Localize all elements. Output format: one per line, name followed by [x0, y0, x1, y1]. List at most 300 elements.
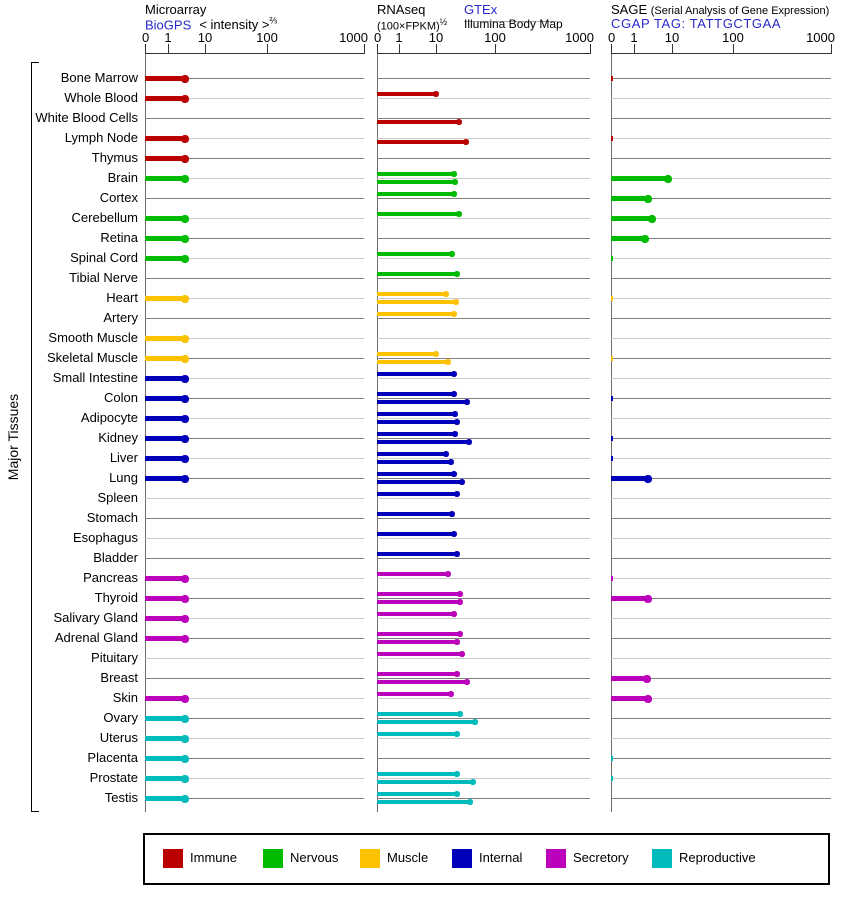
microarray-bar-tip: [181, 255, 189, 263]
tissue-row-line: [377, 618, 590, 619]
tissue-row-line: [145, 318, 364, 319]
microarray-bar-tip: [181, 215, 189, 223]
microarray-bar-tip: [181, 795, 189, 803]
tissue-label: Liver: [109, 450, 138, 465]
legend-swatch-reproductive: [652, 849, 672, 868]
tissue-label: Uterus: [99, 730, 138, 745]
tissue-row-line: [377, 498, 590, 499]
sage-bar-tip: [664, 175, 672, 183]
legend-label-reproductive: Reproductive: [679, 850, 756, 865]
biogps-link[interactable]: BioGPS: [145, 17, 192, 33]
rnaseq-gtex-bar: [377, 552, 457, 556]
rnaseq-gtex-bar: [377, 612, 454, 616]
microarray-bar: [145, 296, 185, 301]
tissue-row-line: [145, 518, 364, 519]
tissue-row-line: [377, 78, 590, 79]
microarray-bar-tip: [181, 75, 189, 83]
rnaseq-gtex-bar: [377, 572, 448, 576]
axis-tick: [145, 44, 146, 54]
tissue-label: Cerebellum: [71, 210, 138, 225]
microarray-bar-tip: [181, 395, 189, 403]
sage-bar: [611, 256, 613, 261]
microarray-bar: [145, 636, 185, 641]
rnaseq-gtex-bar-tip: [451, 391, 457, 397]
gtex-link[interactable]: GTEx: [464, 2, 498, 17]
tissue-row-line: [377, 138, 590, 139]
axis-tick: [634, 44, 635, 54]
rnaseq-illumina-bar: [377, 720, 475, 724]
rnaseq-gtex-bar: [377, 472, 454, 476]
rnaseq-illumina-bar: [377, 300, 456, 304]
legend-label-immune: Immune: [190, 850, 237, 865]
rnaseq-illumina-bar-tip: [464, 679, 470, 685]
tissue-row-line: [611, 418, 831, 419]
tissue-row-line: [377, 418, 590, 419]
rnaseq-gtex-bar-tip: [451, 311, 457, 317]
tissue-label: Spinal Cord: [70, 250, 138, 265]
rnaseq-illumina-bar-tip: [453, 299, 459, 305]
tissue-row-line: [611, 338, 831, 339]
rnaseq-illumina-bar-tip: [454, 419, 460, 425]
microarray-bar-tip: [181, 355, 189, 363]
rnaseq-illumina-bar: [377, 600, 460, 604]
rnaseq-measure: (100×FPKM)$^{\frac{1}{2}}$: [377, 17, 448, 33]
rnaseq-gtex-bar-tip: [451, 611, 457, 617]
tissue-label: Kidney: [98, 430, 138, 445]
tissue-row-line: [377, 758, 590, 759]
tissue-row-line: [377, 458, 590, 459]
axis-tick-label: 100: [722, 30, 744, 45]
sage-bar-tip: [648, 215, 656, 223]
rnaseq-gtex-bar: [377, 592, 460, 596]
axis-tick: [672, 44, 673, 54]
rnaseq-illumina-bar: [377, 800, 470, 804]
tissue-row-line: [611, 118, 831, 119]
tissue-row-line: [377, 398, 590, 399]
tissue-label: Brain: [107, 170, 138, 185]
tissue-label: Bone Marrow: [60, 70, 138, 85]
tissue-row-line: [611, 618, 831, 619]
microarray-bar-tip: [181, 155, 189, 163]
sage-bar: [611, 476, 648, 481]
tissue-row-line: [377, 578, 590, 579]
rnaseq-gtex-bar: [377, 312, 454, 316]
tissue-row-line: [611, 798, 831, 799]
microarray-bar-tip: [181, 435, 189, 443]
microarray-bar: [145, 436, 185, 441]
legend-label-muscle: Muscle: [387, 850, 429, 865]
tissue-label: Adrenal Gland: [54, 630, 138, 645]
microarray-bar-tip: [181, 575, 189, 583]
microarray-bar: [145, 736, 185, 741]
tissue-row-line: [377, 178, 590, 179]
axis-tick: [267, 44, 268, 54]
rnaseq-gtex-bar: [377, 652, 462, 656]
microarray-bar: [145, 256, 185, 261]
axis-tick: [495, 44, 496, 54]
microarray-bar-tip: [181, 295, 189, 303]
rnaseq-illumina-bar: [377, 640, 457, 644]
sage-bar: [611, 596, 648, 601]
rnaseq-gtex-bar-tip: [459, 651, 465, 657]
tissue-label: Pituitary: [91, 650, 138, 665]
tissue-label: Pancreas: [83, 570, 138, 585]
panel-title-sage: SAGE: [611, 2, 648, 17]
rnaseq-gtex-bar: [377, 532, 454, 536]
tissue-row-line: [611, 558, 831, 559]
legend-swatch-nervous: [263, 849, 283, 868]
axis-tick: [611, 44, 612, 54]
rnaseq-gtex-bar: [377, 432, 455, 436]
tissue-row-line: [611, 358, 831, 359]
tissue-label: Thymus: [91, 150, 138, 165]
rnaseq-gtex-bar: [377, 492, 457, 496]
tissue-row-line: [377, 478, 590, 479]
rnaseq-measure-exponent: ½: [439, 17, 448, 27]
tissue-row-line: [611, 158, 831, 159]
legend: [143, 833, 830, 885]
rnaseq-gtex-bar: [377, 712, 460, 716]
rnaseq-gtex-bar: [377, 632, 460, 636]
rnaseq-gtex-bar: [377, 412, 455, 416]
tissue-row-line: [611, 638, 831, 639]
legend-label-secretory: Secretory: [573, 850, 629, 865]
tissue-row-line: [145, 278, 364, 279]
rnaseq-illumina-bar-tip: [466, 439, 472, 445]
microarray-bar: [145, 416, 185, 421]
microarray-bar: [145, 696, 185, 701]
tissue-row-line: [611, 258, 831, 259]
tissue-label: Smooth Muscle: [48, 330, 138, 345]
microarray-bar-tip: [181, 715, 189, 723]
microarray-bar: [145, 396, 185, 401]
rnaseq-gtex-bar-tip: [456, 211, 462, 217]
axis-line: [611, 53, 831, 54]
rnaseq-illumina-bar: [377, 780, 473, 784]
microarray-bar: [145, 76, 185, 81]
sage-bar: [611, 756, 613, 761]
microarray-bar-tip: [181, 415, 189, 423]
tissue-row-line: [611, 778, 831, 779]
tissue-row-line: [611, 98, 831, 99]
microarray-bar: [145, 476, 185, 481]
tissue-row-line: [377, 778, 590, 779]
tissue-row-line: [377, 538, 590, 539]
rnaseq-gtex-bar-tip: [449, 251, 455, 257]
rnaseq-gtex-bar: [377, 92, 436, 96]
tissue-label: Ovary: [103, 710, 138, 725]
rnaseq-gtex-bar: [377, 372, 454, 376]
rnaseq-gtex-bar: [377, 192, 454, 196]
rnaseq-gtex-bar-tip: [454, 491, 460, 497]
tissue-label: Stomach: [86, 510, 138, 525]
axis-tick-label: 0: [608, 30, 616, 45]
axis-tick-label: 10: [664, 30, 680, 45]
microarray-bar: [145, 96, 185, 101]
axis-tick: [364, 44, 365, 54]
rnaseq-gtex-bar: [377, 252, 452, 256]
rnaseq-gtex-bar-tip: [451, 191, 457, 197]
legend-swatch-immune: [163, 849, 183, 868]
sage-bar-tip: [644, 195, 652, 203]
tissue-row-line: [145, 198, 364, 199]
tissue-row-line: [611, 378, 831, 379]
tissue-row-line: [611, 318, 831, 319]
tissue-row-line: [377, 738, 590, 739]
tissue-label: Bladder: [93, 550, 138, 565]
sage-bar: [611, 456, 613, 461]
rnaseq-illumina-bar: [377, 460, 451, 464]
tissue-label: Testis: [104, 790, 138, 805]
tissue-label: Retina: [100, 230, 138, 245]
rnaseq-illumina-bar: [377, 140, 466, 144]
tissue-label: Prostate: [89, 770, 138, 785]
tissue-row-line: [377, 678, 590, 679]
tissue-row-line: [377, 158, 590, 159]
microarray-bar-tip: [181, 455, 189, 463]
sage-bar: [611, 136, 613, 141]
rnaseq-gtex-bar-tip: [454, 771, 460, 777]
rnaseq-illumina-bar-tip: [470, 779, 476, 785]
microarray-bar: [145, 336, 185, 341]
axis-tick: [733, 44, 734, 54]
microarray-bar-tip: [181, 175, 189, 183]
microarray-bar: [145, 376, 185, 381]
axis-tick: [205, 44, 206, 54]
tissue-row-line: [611, 578, 831, 579]
microarray-bar: [145, 596, 185, 601]
rnaseq-illumina-bar: [377, 360, 448, 364]
tissue-bracket-top-tick: [31, 62, 39, 63]
microarray-bar: [145, 716, 185, 721]
tissue-row-line: [377, 298, 590, 299]
legend-swatch-internal: [452, 849, 472, 868]
microarray-bar: [145, 776, 185, 781]
rnaseq-illumina-bar-tip: [454, 639, 460, 645]
microarray-bar-tip: [181, 695, 189, 703]
microarray-measure: < intensity >$^{\frac{2}{3}}$: [199, 16, 277, 33]
microarray-bar: [145, 796, 185, 801]
tissue-row-line: [611, 278, 831, 279]
rnaseq-gtex-bar-tip: [443, 451, 449, 457]
microarray-bar: [145, 156, 185, 161]
tissue-label: Lung: [109, 470, 138, 485]
tissue-label: Salivary Gland: [53, 610, 138, 625]
rnaseq-gtex-bar-tip: [454, 271, 460, 277]
microarray-bar: [145, 176, 185, 181]
sage-bar-tip: [644, 695, 652, 703]
rnaseq-gtex-bar-tip: [451, 371, 457, 377]
microarray-bar-tip: [181, 235, 189, 243]
tissue-row-line: [377, 718, 590, 719]
rnaseq-illumina-bar-tip: [457, 599, 463, 605]
axis-tick-label: 1: [164, 30, 172, 45]
rnaseq-gtex-bar-tip: [445, 571, 451, 577]
sage-bar-tip: [644, 595, 652, 603]
tissue-label: Heart: [106, 290, 138, 305]
axis-tick: [831, 44, 832, 54]
tissue-row-line: [377, 278, 590, 279]
rnaseq-gtex-bar: [377, 732, 457, 736]
tissue-row-line: [145, 538, 364, 539]
rnaseq-gtex-bar-tip: [451, 171, 457, 177]
tissue-row-line: [611, 398, 831, 399]
sage-bar: [611, 696, 648, 701]
microarray-bar: [145, 456, 185, 461]
microarray-bar-tip: [181, 375, 189, 383]
axis-tick-label: 100: [484, 30, 506, 45]
tissue-row-line: [377, 698, 590, 699]
rnaseq-gtex-bar-tip: [451, 531, 457, 537]
rnaseq-gtex-bar-tip: [454, 791, 460, 797]
microarray-bar: [145, 576, 185, 581]
microarray-bar-tip: [181, 755, 189, 763]
tissue-row-line: [145, 558, 364, 559]
tissue-label: Esophagus: [72, 530, 138, 545]
microarray-bar-tip: [181, 95, 189, 103]
sage-bar: [611, 776, 613, 781]
axis-line: [145, 53, 364, 54]
tissue-row-line: [611, 718, 831, 719]
sage-bar: [611, 196, 648, 201]
rnaseq-gtex-bar: [377, 352, 436, 356]
rnaseq-gtex-bar-tip: [433, 351, 439, 357]
microarray-bar: [145, 236, 185, 241]
rnaseq-gtex-bar: [377, 212, 459, 216]
tissue-label: Artery: [103, 310, 138, 325]
sage-bar: [611, 436, 613, 441]
rnaseq-gtex-bar: [377, 392, 454, 396]
rnaseq-illumina-bar-tip: [445, 359, 451, 365]
sage-bar: [611, 216, 652, 221]
tissue-row-line: [377, 358, 590, 359]
axis-tick: [590, 44, 591, 54]
microarray-bar-tip: [181, 635, 189, 643]
group-axis-label: Major Tissues: [5, 393, 21, 481]
microarray-bar: [145, 356, 185, 361]
rnaseq-gtex-bar: [377, 692, 451, 696]
axis-tick: [436, 44, 437, 54]
rnaseq-gtex-bar-tip: [454, 551, 460, 557]
axis-tick-label: 10: [428, 30, 444, 45]
illumina-body-map-label: Illumina Body Map: [464, 17, 563, 31]
tissue-row-line: [377, 798, 590, 799]
tissue-label: Skeletal Muscle: [46, 350, 138, 365]
rnaseq-illumina-bar: [377, 420, 457, 424]
microarray-bar-tip: [181, 775, 189, 783]
rnaseq-gtex-bar: [377, 672, 457, 676]
tissue-row-line: [377, 378, 590, 379]
microarray-measure-exponent: ⅔: [269, 16, 277, 26]
tissue-row-line: [377, 558, 590, 559]
rnaseq-illumina-bar-tip: [467, 799, 473, 805]
microarray-bar-tip: [181, 335, 189, 343]
tissue-row-line: [145, 658, 364, 659]
rnaseq-gtex-bar: [377, 792, 457, 796]
sage-header-line: [611, 2, 829, 17]
tissue-label: Spleen: [97, 490, 138, 505]
legend-swatch-secretory: [546, 849, 566, 868]
tissue-row-line: [611, 438, 831, 439]
axis-tick: [377, 44, 378, 54]
tissue-row-line: [377, 518, 590, 519]
sage-bar: [611, 76, 613, 81]
axis-tick-label: 1000: [339, 30, 368, 45]
rnaseq-illumina-bar: [377, 480, 462, 484]
tissue-row-line: [611, 738, 831, 739]
rnaseq-gtex-bar: [377, 172, 454, 176]
rnaseq-gtex-bar-tip: [443, 291, 449, 297]
sage-title-note: (Serial Analysis of Gene Expression): [650, 5, 830, 17]
rnaseq-illumina-bar: [377, 400, 467, 404]
rnaseq-illumina-bar-tip: [463, 139, 469, 145]
microarray-bar: [145, 616, 185, 621]
axis-tick-label: 0: [142, 30, 150, 45]
axis-tick-label: 10: [197, 30, 213, 45]
tissue-row-line: [611, 138, 831, 139]
sage-bar-tip: [641, 235, 649, 243]
tissue-row-line: [377, 218, 590, 219]
tissue-label: Skin: [112, 690, 138, 705]
microarray-bar-tip: [181, 475, 189, 483]
tissue-bracket-bottom-tick: [31, 811, 39, 812]
tissue-row-line: [611, 298, 831, 299]
microarray-bar-tip: [181, 135, 189, 143]
rnaseq-gtex-bar: [377, 272, 457, 276]
tissue-label: White Blood Cells: [35, 110, 138, 125]
tissue-row-line: [145, 498, 364, 499]
sage-bar: [611, 176, 668, 181]
rnaseq-illumina-bar: [377, 180, 455, 184]
sage-bar: [611, 396, 613, 401]
rnaseq-gtex-bar-tip: [449, 511, 455, 517]
tissue-label: Colon: [104, 390, 138, 405]
microarray-bar-tip: [181, 735, 189, 743]
rnaseq-gtex-bar-tip: [454, 731, 460, 737]
rnaseq-illumina-bar-tip: [456, 119, 462, 125]
sage-bar: [611, 676, 647, 681]
sage-bar-tip: [643, 675, 651, 683]
rnaseq-gtex-bar: [377, 772, 457, 776]
tissue-label: Thyroid: [94, 590, 138, 605]
microarray-bar-tip: [181, 615, 189, 623]
axis-tick-label: 100: [256, 30, 278, 45]
rnaseq-illumina-bar-tip: [459, 479, 465, 485]
rnaseq-gtex-bar: [377, 452, 446, 456]
tissue-row-line: [377, 98, 590, 99]
sage-bar: [611, 296, 613, 301]
axis-tick-label: 1000: [565, 30, 594, 45]
rnaseq-gtex-bar-tip: [457, 631, 463, 637]
tissue-row-line: [377, 258, 590, 259]
microarray-bar: [145, 216, 185, 221]
rnaseq-gtex-bar: [377, 292, 446, 296]
rnaseq-gtex-bar-tip: [452, 411, 458, 417]
cgap-tag-link[interactable]: CGAP TAG: TATTGCTGAA: [611, 16, 782, 31]
legend-swatch-muscle: [360, 849, 380, 868]
rnaseq-illumina-bar: [377, 680, 467, 684]
tissue-row-line: [377, 238, 590, 239]
sage-bar: [611, 236, 645, 241]
tissue-row-line: [611, 78, 831, 79]
rnaseq-illumina-bar-tip: [452, 179, 458, 185]
tissue-row-line: [145, 678, 364, 679]
tissue-row-line: [377, 338, 590, 339]
tissue-row-line: [377, 318, 590, 319]
tissue-row-line: [377, 198, 590, 199]
tissue-label: Adipocyte: [80, 410, 138, 425]
tissue-row-line: [611, 658, 831, 659]
